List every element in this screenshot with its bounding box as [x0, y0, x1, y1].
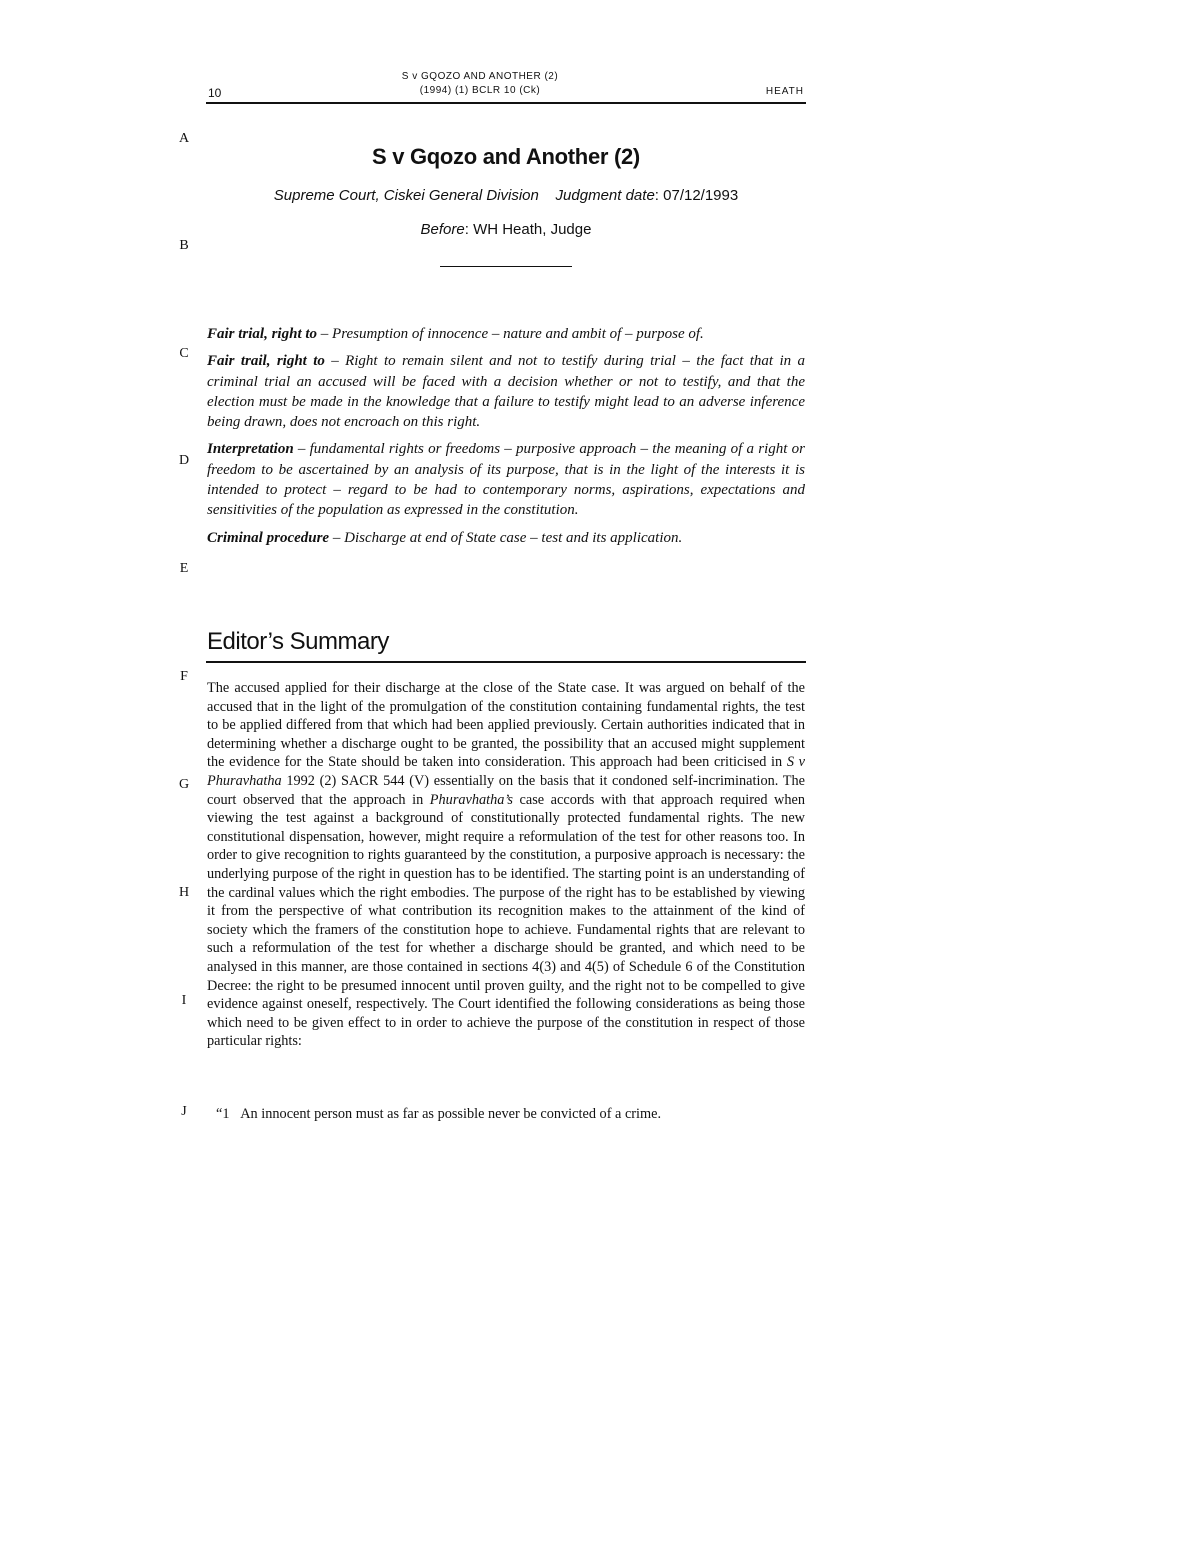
catchword-head: Interpretation [207, 441, 294, 458]
summary-text-2: 1992 (2) SACR 544 (V) essentially on the basis that it condoned self-incrimination. The court observed that the approach in [207, 772, 805, 808]
editors-summary-body [207, 679, 805, 1051]
catchword-text: – Right to remain silent and not to testify during trial – the fact that in a criminal trial an accused will be faced with a decision whether or not to testify, and that the election must be made in the knowledge that a failure to testify might lead to an adverse inference being drawn, does not encroach on this right. [207, 353, 805, 431]
margin-letter-g: G [178, 777, 190, 792]
catchword-text: – Presumption of innocence – nature and ambit of – purpose of. [317, 326, 704, 342]
before-value: : WH Heath, Judge [464, 221, 592, 238]
case-citation-2: Phuravhatha’s [429, 791, 513, 808]
case-title: S v Gqozo and Another (2) [372, 144, 640, 169]
margin-letter-j: J [181, 1104, 187, 1119]
margin-letter-b: B [179, 238, 189, 253]
running-title: S v GQOZO AND ANOTHER (2) [401, 71, 559, 82]
catchword-item [207, 351, 805, 432]
catchword-head: Fair trail, right to [207, 353, 325, 370]
margin-letter-e: E [179, 561, 189, 576]
before-line [206, 221, 806, 238]
judge-header: HEATH [765, 86, 804, 97]
judgment-date: : 07/12/1993 [654, 187, 739, 204]
before-label: Before [420, 221, 465, 238]
catchword-head: Criminal procedure [207, 529, 330, 546]
quote-number: “1 [216, 1106, 230, 1122]
catchword-head: Fair trial, right to [207, 326, 318, 342]
catchword-text: – Discharge at end of State case – test and its application. [329, 529, 683, 546]
summary-text-3: case accords with that approach required when viewing the test against a background of constitutionally protected fundamental rights. The new constitutional dispensation, however, might require a reformulation of the test for other reasons too. In order to give recognition to rights guaranteed by the constitution, a purposive approach is necessary: the underlying purpose of the right in question has to be identified. The starting point is an understanding of the cardinal values which the right embodies. The purpose of the right has to be established by viewing it from the perspective of what contribution its recognition makes to the attainment of the kind of society which the framers of the constitution hope to achieve. Fundamental rights that are relevant to such a reformulation of the test for whether a discharge should be granted, and which need to be analysed in this manner, are those contained in sections 4(3) and 4(5) of Schedule 6 of the Constitution Decree: the right to be presumed innocent until proven guilty, and the right not to be compelled to give evidence against oneself, respectively. The Court identified the following considerations as being those which need to be given effect to in order to achieve the purpose of the constitution in respect of those particular rights: [207, 791, 805, 1050]
page-number: 10 [208, 86, 222, 100]
running-header [330, 70, 630, 98]
catchword-text: – fundamental rights or freedoms – purposive approach – the meaning of a right or freedom to be ascertained by an analysis of its purpose, that is in the light of the interests it is intended to protect – regard to be had to contemporary norms, aspirations, expectations and sensitivities of the population as expressed in the constitution. [207, 441, 805, 519]
title-divider [440, 266, 572, 267]
court-name: Supreme Court, Ciskei General Division [273, 187, 539, 204]
quoted-consideration [216, 1106, 661, 1123]
margin-letter-i: I [181, 993, 187, 1008]
court-line [206, 187, 806, 204]
editors-summary-rule [206, 661, 806, 663]
margin-letter-f: F [180, 669, 188, 684]
catchword-item [207, 528, 805, 548]
citation: (1994) (1) BCLR 10 (Ck) [419, 85, 541, 96]
catchword-item [207, 324, 805, 344]
editors-summary-heading: Editor’s Summary [207, 628, 389, 655]
margin-letter-d: D [178, 453, 190, 468]
margin-letter-h: H [178, 885, 190, 900]
quote-text: An innocent person must as far as possible never be convicted of a crime. [240, 1106, 662, 1122]
margin-letter-c: C [179, 346, 189, 361]
case-citation-1: S v Phuravhatha [207, 754, 805, 789]
summary-text-1: The accused applied for their discharge at the close of the State case. It was argued on behalf of the accused that in the light of the promulgation of the constitution containing fundamental rights, the test to be applied differed from that which had been applied previously. Certain authorities indicated that in determining whether a discharge ought to be granted, the possibility that an accused might supplement the evidence for the State should be taken into consideration. This approach had been criticised in [207, 680, 805, 771]
catchword-item [207, 439, 805, 520]
catchwords [207, 324, 805, 555]
header-rule [206, 102, 806, 104]
judgment-date-label: Judgment date [555, 187, 655, 204]
margin-letter-a: A [178, 131, 190, 146]
